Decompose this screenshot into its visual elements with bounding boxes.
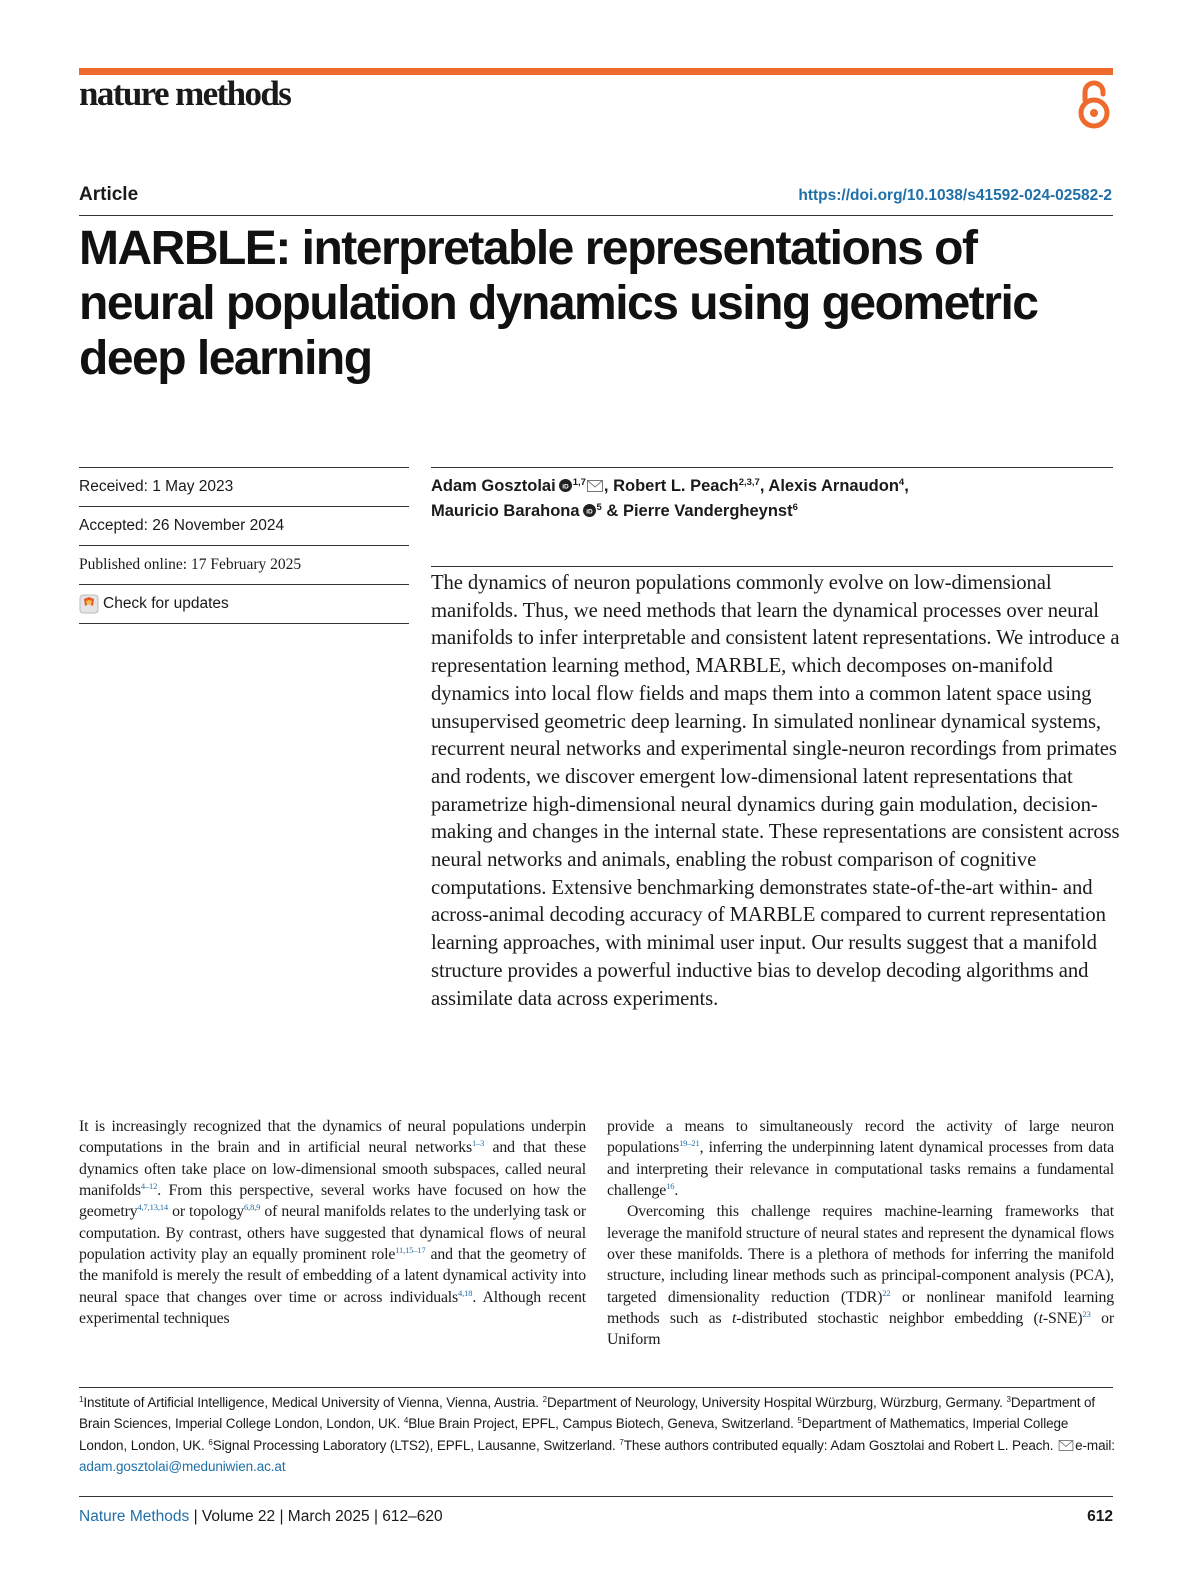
citation-ref[interactable]: 16 [666, 1181, 675, 1192]
citation-ref[interactable]: 23 [1082, 1309, 1091, 1320]
affiliation-ref: 5 [596, 502, 602, 513]
body-paragraph: Overcoming this challenge requires machine-learning frameworks that leverage the manifold structure of neural states and represent the dynamical flows over these manifolds. There is a plethora of methods for inferring the manifold structure, including linear methods such as principal-component analysis (PCA), targeted dimensionality reduction (TDR)$^{22}$ or nonlinear manifold learning methods such as t-distributed stochastic neighbor embedding $(t-SNE)^{23}$ or Uniform [607, 1203, 1115, 1349]
email-icon[interactable] [587, 480, 603, 492]
author-name[interactable]: Adam Gosztolai [431, 477, 556, 495]
page-number: 612 [1087, 1508, 1113, 1525]
author-divider [431, 467, 1113, 468]
orcid-icon[interactable] [583, 504, 596, 517]
check-updates-icon [79, 594, 99, 614]
body-paragraph: It is increasingly recognized that the dynamics of neural populations underpin computations in the brain and in artificial neural networks$^{1-3}$ and that these dynamics often take place on low-dimensional smooth subspaces, called neural manifolds$^{4-12}$. From this perspective, several works have focused on how the geometry$^{4,7,13,14}$ or topology$^{6,8,9}$ of neural manifolds relates to the underlying task or computation. By contrast, others have suggested that dynamical flows of neural population activity play an equally prominent role$^{11,15-17}$ and that the geometry of the manifold is merely the result of embedding of a latent dynamical activity into neural space that changes over time or across individuals$^{4,18}$. Although recent experimental techniques [79, 1118, 587, 1328]
svg-text:iD: iD [585, 508, 593, 516]
check-for-updates-button[interactable] [79, 584, 409, 624]
citation-ref[interactable]: 4,18 [458, 1287, 473, 1298]
contact-email-link[interactable]: adam.gosztolai@meduniwien.ac.at [79, 1458, 286, 1474]
citation-ref[interactable]: 22 [882, 1287, 891, 1298]
author-name[interactable]: Pierre Vandergheynst [622, 502, 793, 520]
affiliation-ref: 4 [898, 477, 905, 488]
citation-ref[interactable]: 1–3 [471, 1138, 485, 1149]
footer-divider [79, 1496, 1113, 1497]
email-icon [1058, 1440, 1074, 1451]
citation-ref[interactable]: 11,15–17 [395, 1245, 426, 1256]
affiliation-ref: 6 [792, 502, 798, 513]
orcid-icon[interactable] [559, 479, 572, 492]
open-access-lock-icon [1076, 80, 1112, 130]
author-name[interactable]: Robert L. Peach [613, 477, 739, 495]
accepted-date: Accepted: 26 November 2024 [79, 506, 409, 545]
abstract-divider [431, 566, 1113, 567]
check-for-updates-label: Check for updates [103, 595, 229, 612]
publication-dates [79, 467, 409, 624]
doi-link[interactable]: https://doi.org/10.1038/s41592-024-02582-2 [798, 187, 1112, 204]
abstract: The dynamics of neuron populations commonly evolve on low-dimensional manifolds. Thus, we need methods that learn the dynamical processes over neural manifolds to infer interpretable and consistent latent representations. We introduce a representation learning method, MARBLE, which decomposes on-manifold dynamics into local flow fields and maps them into a common latent space using unsupervised geometric deep learning. In simulated nonlinear dynamical systems, recurrent neural networks and experimental single-neuron recordings from primates and rodents, we discover emergent low-dimensional latent representations that parametrize high-dimensional neural dynamics during gain modulation, decision-making and changes in the internal state. These representations are consistent across neural networks and animals, enabling the robust comparison of cognitive computations. Extensive benchmarking demonstrates state-of-the-art within- and across-animal decoding accuracy of MARBLE compared to current representation learning approaches, with minimal user input. Our results suggest that a manifold structure provides a powerful inductive bias to develop decoding algorithms and assimilate data across experiments. [431, 572, 1120, 1010]
author-list: Adam Gosztolai iD $^{1,7}$ , Robert L. Peach$^{2,3,7}$, Alexis Arnaudon$^4$, Mauricio Barahona iD $^5$ & Pierre Vandergheynst$^6$ [431, 477, 909, 520]
citation-ref[interactable]: 6,8,9 [244, 1202, 261, 1213]
affiliation-ref: 2,3,7 [738, 477, 760, 488]
svg-text:iD: iD [561, 483, 569, 491]
received-date: Received: 1 May 2023 [79, 467, 409, 506]
journal-logo: nature methods [79, 74, 291, 113]
author-name[interactable]: Alexis Arnaudon [768, 477, 899, 495]
citation-ref[interactable]: 19–21 [679, 1138, 700, 1149]
body-column-right [607, 1116, 1114, 1351]
affiliation-ref: 1,7 [572, 477, 586, 488]
citation-ref[interactable]: 4–12 [140, 1181, 158, 1192]
article-type-label: Article [79, 184, 139, 205]
footer-journal-link[interactable]: Nature Methods [79, 1508, 190, 1525]
author-name[interactable]: Mauricio Barahona [431, 502, 580, 520]
body-column-left [79, 1116, 586, 1329]
article-title: MARBLE: interpretable representations of neural population dynamics using geometric deep learning [79, 222, 1038, 385]
body-paragraph: provide a means to simultaneously record the activity of large neuron populations$^{19-21}$, inferring the underpinning latent dynamical processes from data and interpreting their relevance in computational tasks remains a fundamental challenge$^{16}$. [607, 1118, 1114, 1200]
header-divider [79, 215, 1113, 216]
footer-citation: Nature Methods | Volume 22 | March 2025 | 612–620 [79, 1508, 443, 1525]
citation-ref[interactable]: 4,7,13,14 [137, 1202, 168, 1213]
published-date: Published online: 17 February 2025 [79, 545, 409, 584]
footnote-divider [79, 1387, 1113, 1388]
affiliations-footnote: $^1$Institute of Artificial Intelligence, Medical University of Vienna, Vienna, Austria. $^2$Department of Neurology, University Hospital Würzburg, Würzburg, Germany. $^3$Department of Brain Sciences, Imperial College London, London, UK. $^4$Blue Brain Project, EPFL, Campus Biotech, Geneva, Switzerland. $^5$Department of Mathematics, Imperial College London, London, UK. $^6$Signal Processing Laboratory (LTS2), EPFL, Lausanne, Switzerland. $^7$These authors contributed equally: Adam Gosztolai and Robert L. Peach. e-mail: adam.gosztolai@meduniwien.ac.at [79, 1395, 1115, 1474]
